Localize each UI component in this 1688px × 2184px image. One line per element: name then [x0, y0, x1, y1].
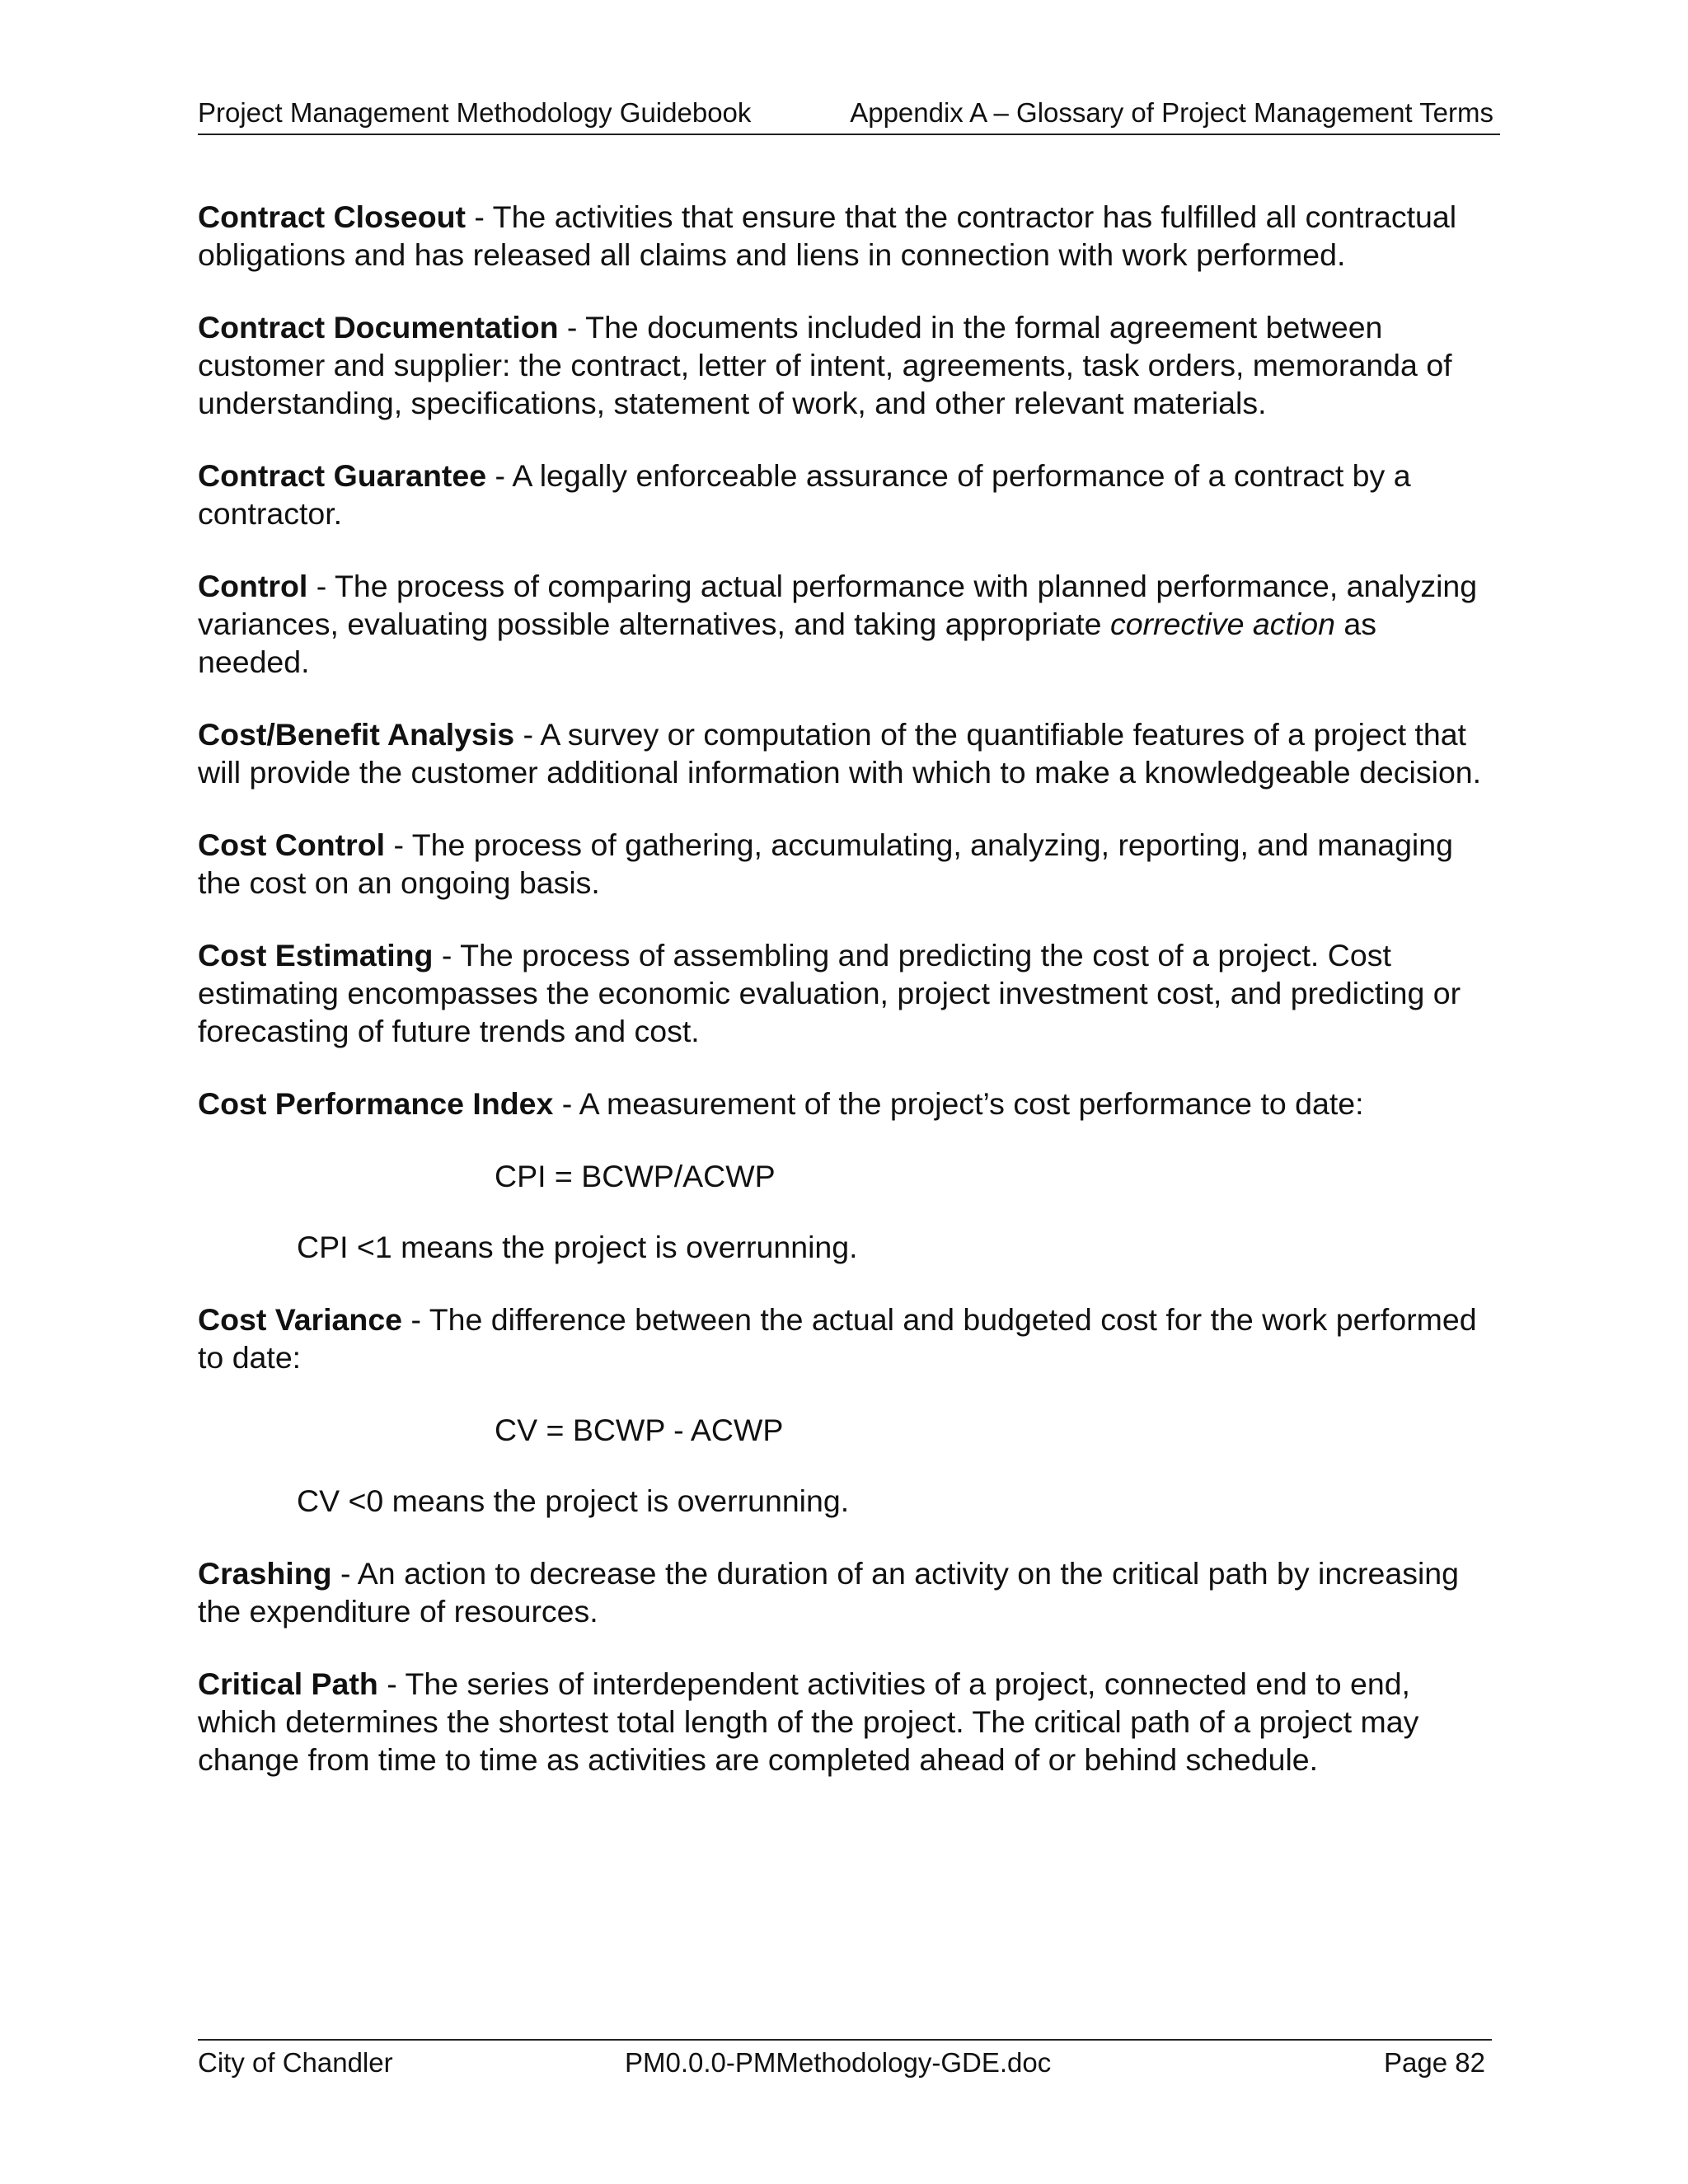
- glossary-definition: - The process of gathering, accumulating, analyzing, reporting, and managing the cost on an ongoing basis.: [198, 827, 1453, 900]
- formula-cpi: CPI = BCWP/ACWP: [495, 1159, 776, 1193]
- glossary-term: Contract Guarantee: [198, 458, 487, 493]
- glossary-term: Control: [198, 569, 308, 603]
- glossary-definition-italic: corrective action: [1109, 607, 1335, 641]
- glossary-term: Contract Documentation: [198, 310, 559, 344]
- glossary-entry-control: [198, 567, 1492, 681]
- glossary-term: Cost Estimating: [198, 938, 434, 972]
- glossary-entry-cost-estimating: [198, 936, 1492, 1050]
- formula-cv: CV = BCWP - ACWP: [495, 1413, 784, 1447]
- glossary-entry-cost-variance: [198, 1301, 1492, 1376]
- glossary-content: [198, 198, 1492, 1813]
- glossary-term: Cost Variance: [198, 1302, 403, 1337]
- formula-note-cpi: CPI <1 means the project is overrunning.: [297, 1230, 858, 1264]
- glossary-definition: - The process of assembling and predicting the cost of a project. Cost estimating encompasses the economic evaluation, project investment cost, and predicting or forecasting of future trends and cost.: [198, 938, 1461, 1048]
- glossary-term: Cost/Benefit Analysis: [198, 717, 515, 752]
- glossary-entry-contract-closeout: [198, 198, 1492, 274]
- footer-filename: PM0.0.0-PMMethodology-GDE.doc: [625, 2047, 1052, 2078]
- glossary-definition: - The documents included in the formal agreement between customer and supplier: the contract, letter of intent, agreements, task orders, memoranda of understanding, specifications, statement of work, and other relevant materials.: [198, 310, 1452, 420]
- glossary-term: Contract Closeout: [198, 199, 467, 234]
- glossary-term: Critical Path: [198, 1666, 378, 1701]
- glossary-entry-critical-path: [198, 1665, 1492, 1779]
- glossary-definition-end: as needed.: [198, 607, 1376, 679]
- page-header: [198, 97, 1500, 135]
- glossary-definition: - A measurement of the project’s cost performance to date:: [553, 1086, 1364, 1121]
- glossary-definition: - A survey or computation of the quantifiable features of a project that will provide the customer additional information with which to make a knowledgeable decision.: [198, 717, 1482, 790]
- header-document-title: Project Management Methodology Guidebook: [198, 97, 752, 128]
- glossary-entry-crashing: [198, 1554, 1492, 1630]
- glossary-term: Cost Performance Index: [198, 1086, 554, 1121]
- glossary-entry-contract-documentation: [198, 308, 1492, 422]
- glossary-definition: - The series of interdependent activities of a project, connected end to end, which determines the shortest total length of the project. The critical path of a project may change from time to time as activities are completed ahead of or behind schedule.: [198, 1666, 1419, 1777]
- glossary-term: Cost Control: [198, 827, 386, 862]
- glossary-definition: - The activities that ensure that the contractor has fulfilled all contractual obligations and has released all claims and liens in connection with work performed.: [198, 199, 1457, 272]
- glossary-definition: - An action to decrease the duration of an activity on the critical path by increasing the expenditure of resources.: [198, 1556, 1459, 1629]
- glossary-entry-cost-control: [198, 826, 1492, 902]
- glossary-definition: - The difference between the actual and budgeted cost for the work performed to date:: [198, 1302, 1477, 1375]
- glossary-definition: - The process of comparing actual performance with planned performance, analyzing variances, evaluating possible alternatives, and taking appropriate: [198, 569, 1478, 641]
- header-section-title: Appendix A – Glossary of Project Management Terms: [850, 97, 1493, 128]
- formula-note-cv: CV <0 means the project is overrunning.: [297, 1483, 850, 1518]
- footer-page-number: Page 82: [1384, 2047, 1485, 2078]
- glossary-entry-cost-performance-index: [198, 1085, 1492, 1122]
- page-footer: [198, 2039, 1492, 2088]
- glossary-term: Crashing: [198, 1556, 332, 1591]
- glossary-entry-cost-benefit-analysis: [198, 715, 1492, 791]
- glossary-entry-contract-guarantee: [198, 457, 1492, 532]
- glossary-definition: - A legally enforceable assurance of performance of a contract by a contractor.: [198, 458, 1411, 531]
- footer-organization: City of Chandler: [198, 2047, 393, 2078]
